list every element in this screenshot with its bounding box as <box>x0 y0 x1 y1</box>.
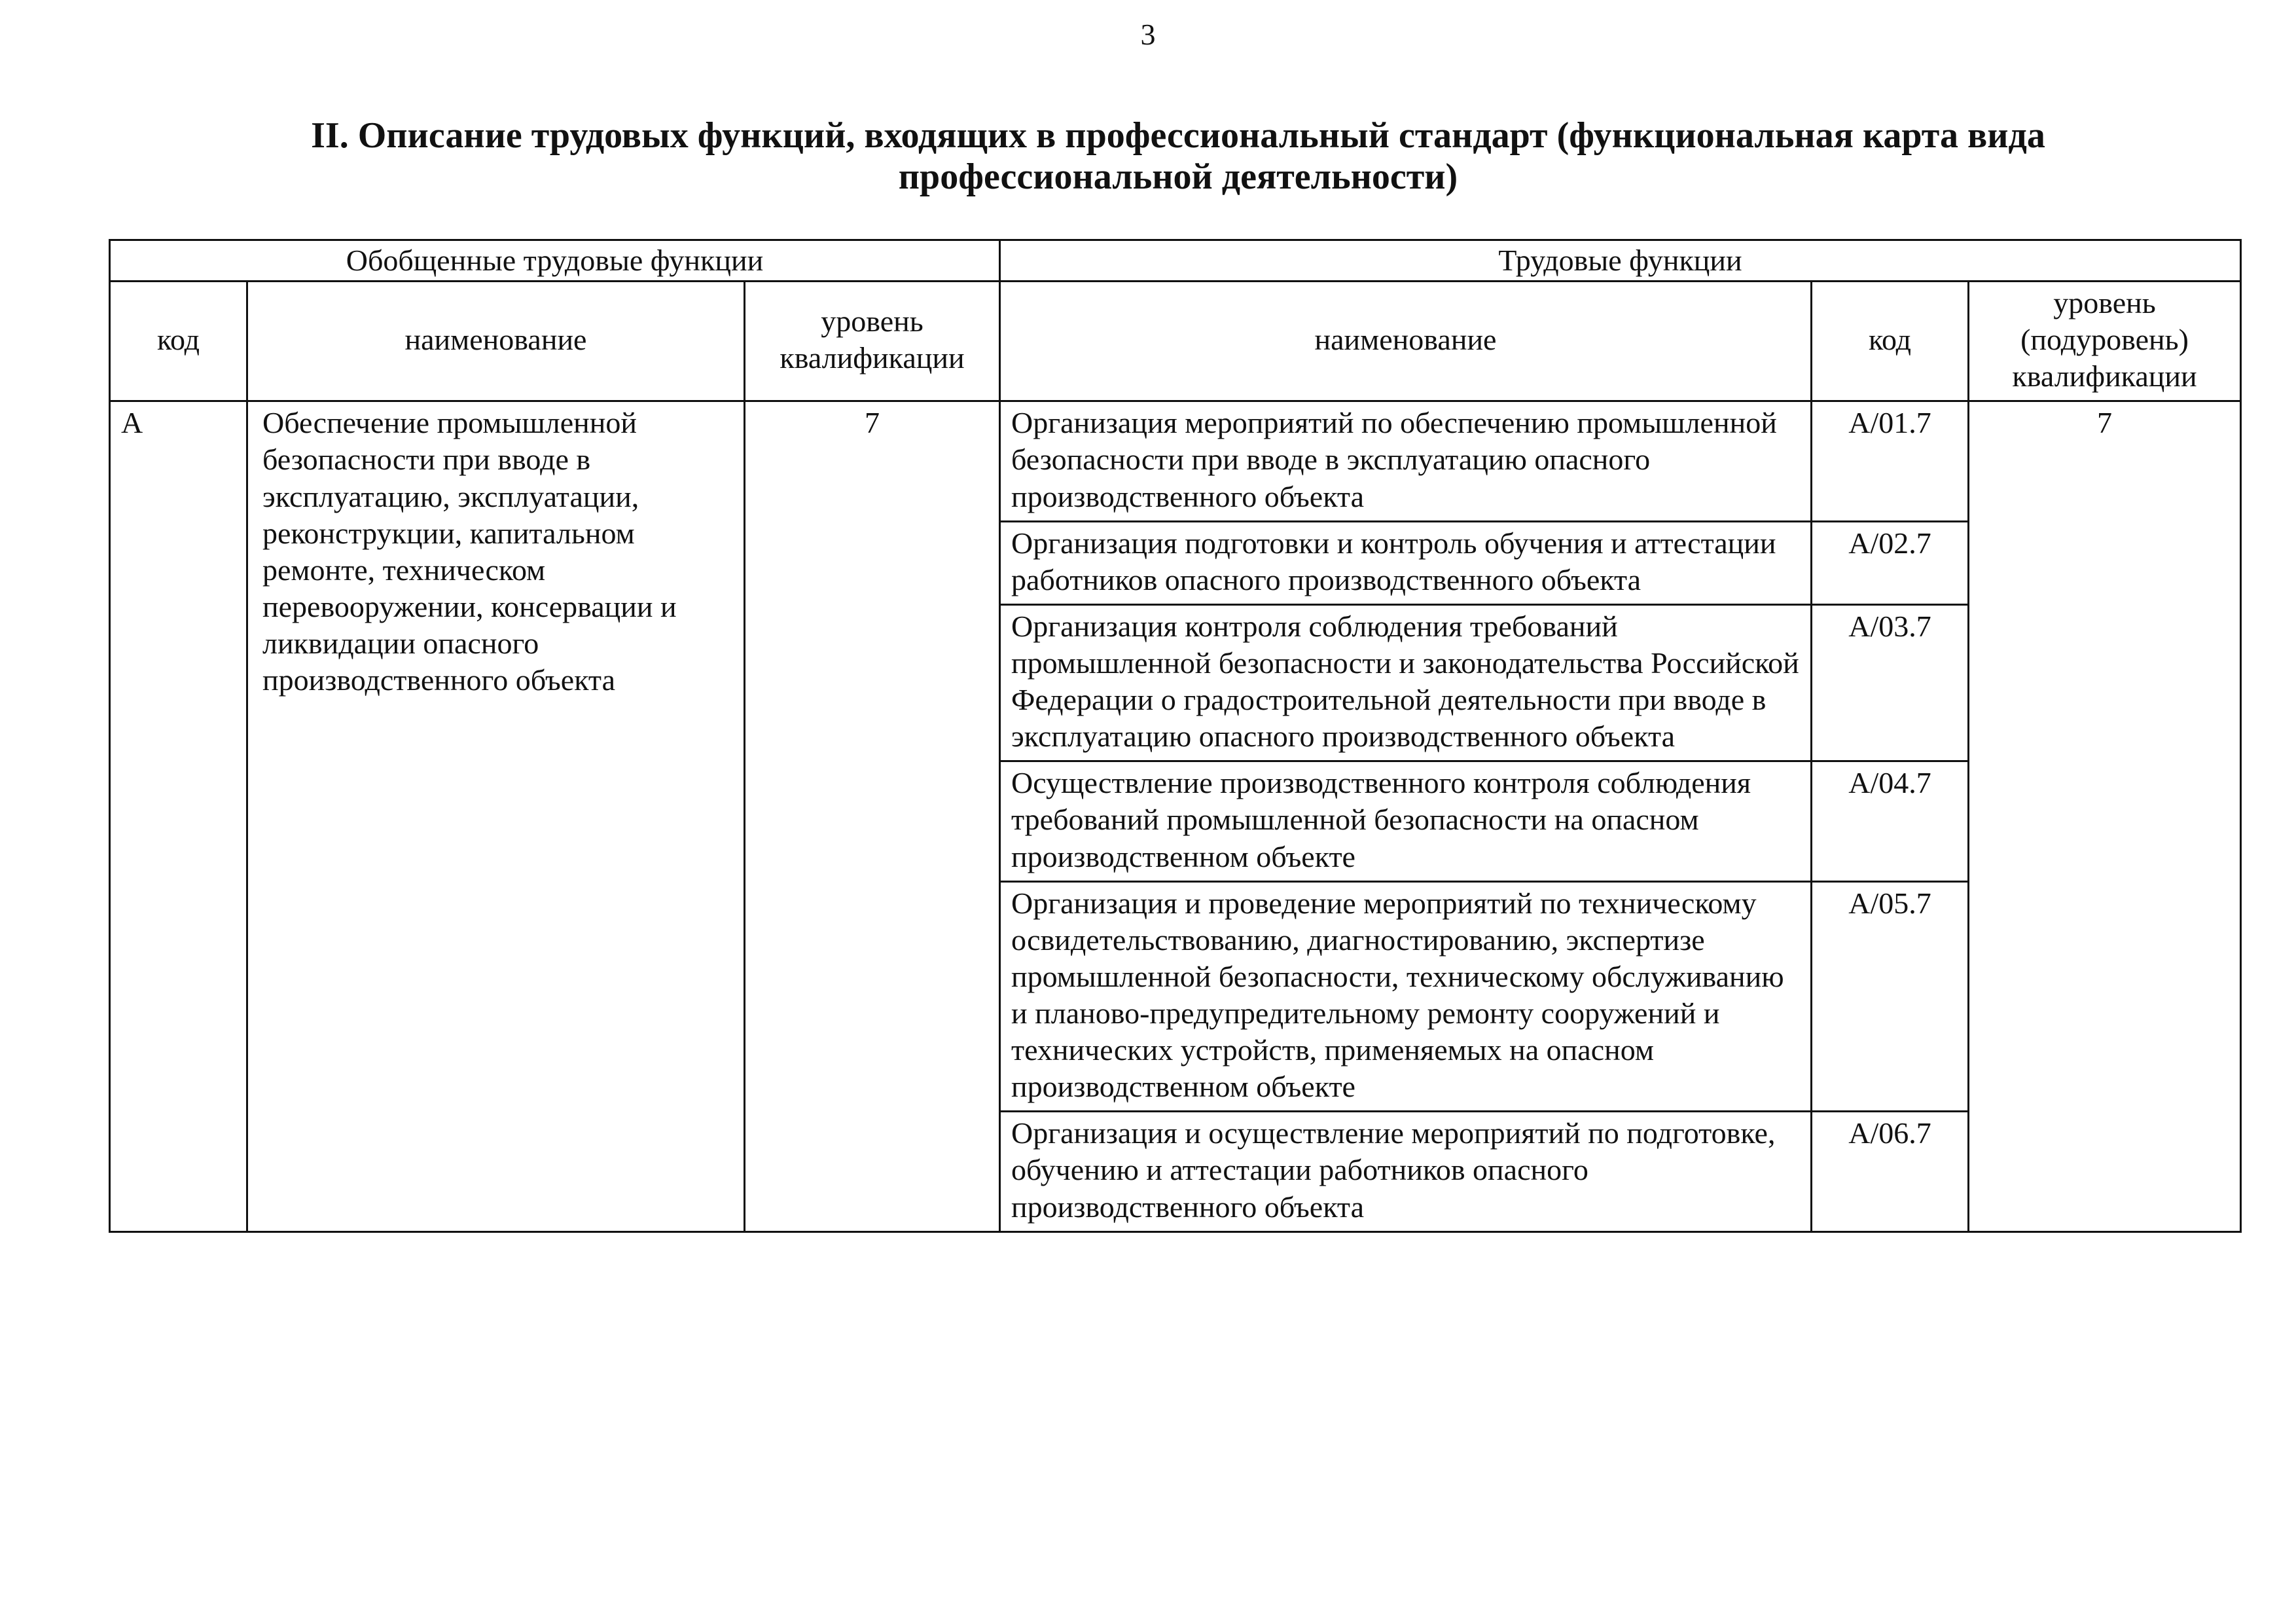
labor-function-name: Организация подготовки и контроль обучения и аттестации работников опасного производственного объекта <box>1000 521 1812 604</box>
col-gen-code: код <box>110 282 247 401</box>
labor-functions-header: Трудовые функции <box>1000 240 2241 282</box>
labor-function-name: Осуществление производственного контроля соблюдения требований промышленной безопасности на опасном производственном объекте <box>1000 761 1812 881</box>
labor-function-code: А/05.7 <box>1812 881 1969 1112</box>
gen-function-name: Обеспечение промышленной безопасности при вводе в эксплуатацию, эксплуатации, реконструкции, капитальном ремонте, техническом перевооружении, консервации и ликвидации опасного производственного объекта <box>247 401 745 1231</box>
labor-function-name: Организация мероприятий по обеспечению промышленной безопасности при вводе в эксплуатацию опасного производственного объекта <box>1000 401 1812 521</box>
table-row <box>110 401 2241 521</box>
labor-function-name: Организация и осуществление мероприятий по подготовке, обучению и аттестации работников опасного производственного объекта <box>1000 1112 1812 1231</box>
col-tf-level: уровень (подуровень) квалификации <box>1969 282 2241 401</box>
labor-function-code: А/06.7 <box>1812 1112 1969 1231</box>
generalized-functions-header: Обобщенные трудовые функции <box>110 240 1000 282</box>
functional-map-table <box>109 239 2242 1233</box>
group-header-row <box>110 240 2241 282</box>
labor-function-name: Организация контроля соблюдения требований промышленной безопасности и законодательства Российской Федерации о градостроительной деятельности при вводе в эксплуатацию опасного производственного объекта <box>1000 604 1812 761</box>
col-gen-level: уровень квалификации <box>745 282 1000 401</box>
col-tf-code: код <box>1812 282 1969 401</box>
labor-function-code: А/03.7 <box>1812 604 1969 761</box>
labor-function-name: Организация и проведение мероприятий по техническому освидетельствованию, диагностированию, экспертизе промышленной безопасности, техническому обслуживанию и планово-предупредительному ремонту сооружений и технических устройств, применяемых на опасном производственном объекте <box>1000 881 1812 1112</box>
col-tf-name: наименование <box>1000 282 1812 401</box>
labor-function-code: А/01.7 <box>1812 401 1969 521</box>
section-title: II. Описание трудовых функций, входящих в профессиональный стандарт (функциональная карта вида профессиональной деятельности) <box>311 115 2045 197</box>
column-header-row <box>110 282 2241 401</box>
gen-function-level: 7 <box>745 401 1000 1231</box>
labor-function-code: А/02.7 <box>1812 521 1969 604</box>
col-gen-name: наименование <box>247 282 745 401</box>
page-number: 3 <box>1140 18 1156 51</box>
labor-function-code: А/04.7 <box>1812 761 1969 881</box>
labor-functions-level: 7 <box>1969 401 2241 1231</box>
gen-function-code: А <box>110 401 247 1231</box>
